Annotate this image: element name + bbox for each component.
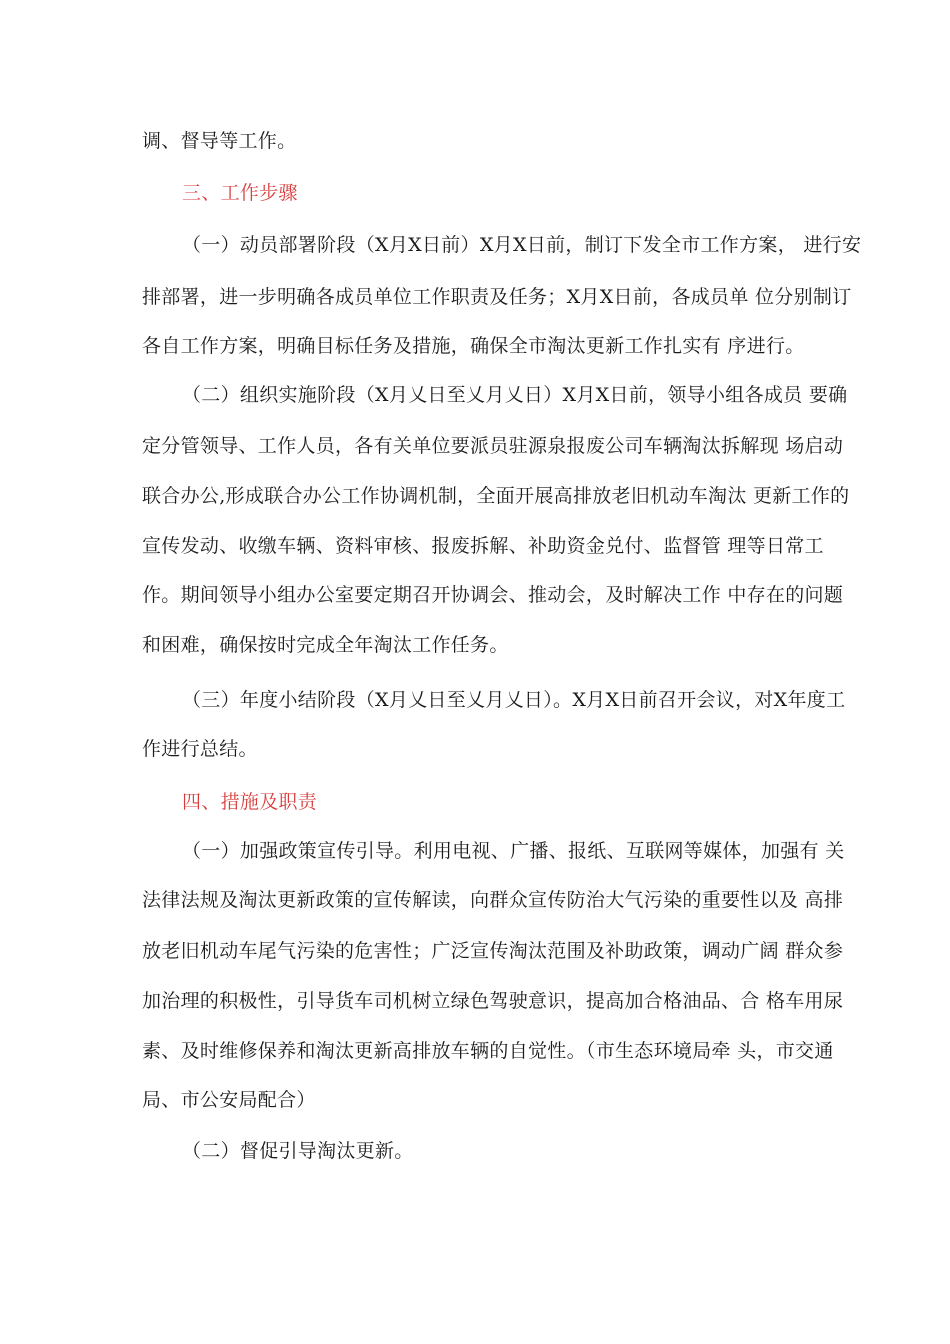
body-text-line: 作进行总结。	[142, 738, 258, 760]
body-text-line: 各自工作方案，明确目标任务及措施，确保全市淘汰更新工作扎实有 序进行。	[142, 335, 805, 357]
body-text-line: 排部署，进一步明确各成员单位工作职责及任务；X月X日前，各成员单 位分别制订	[142, 286, 852, 308]
body-text-line: 和困难，确保按时完成全年淘汰工作任务。	[142, 634, 509, 656]
paragraph-measure-1: （一）加强政策宣传引导。利用电视、广播、报纸、互联网等媒体，加强有 关	[182, 840, 845, 862]
section-heading-measures: 四、措施及职责	[182, 791, 318, 813]
section-heading-steps: 三、工作步骤	[182, 182, 298, 204]
body-text-line: 法律法规及淘汰更新政策的宣传解读，向群众宣传防治大气污染的重要性以及 高排	[142, 889, 844, 911]
body-text-line: 局、市公安局配合）	[142, 1089, 316, 1111]
paragraph-measure-2: （二）督促引导淘汰更新。	[182, 1140, 414, 1162]
paragraph-phase-2: （二）组织实施阶段（X月乂日至乂月乂日）X月X日前，领导小组各成员 要确	[182, 384, 848, 406]
body-text-line: 放老旧机动车尾气污染的危害性；广泛宣传淘汰范围及补助政策，调动广阔 群众参	[142, 940, 844, 962]
body-text-line: 加治理的积极性，引导货车司机树立绿色驾驶意识，提高加合格油品、合 格车用尿	[142, 990, 844, 1012]
body-text-line: 调、督导等工作。	[142, 130, 297, 152]
paragraph-phase-1: （一）动员部署阶段（X月X日前）X月X日前，制订下发全市工作方案， 进行安	[182, 234, 862, 256]
body-text-line: 宣传发动、收缴车辆、资料审核、报废拆解、补助资金兑付、监督管 理等日常工	[142, 535, 824, 557]
body-text-line: 定分管领导、工作人员，各有关单位要派员驻源泉报废公司车辆淘汰拆解现 场启动	[142, 435, 844, 457]
paragraph-phase-3: （三）年度小结阶段（X月乂日至乂月乂日）。X月X日前召开会议，对X年度工	[182, 689, 846, 711]
body-text-line: 素、及时维修保养和淘汰更新高排放车辆的自觉性。（市生态环境局牵 头，市交通	[142, 1040, 834, 1062]
body-text-line: 联合办公,形成联合办公工作协调机制，全面开展高排放老旧机动车淘汰 更新工作的	[142, 485, 850, 507]
body-text-line: 作。期间领导小组办公室要定期召开协调会、推动会，及时解决工作 中存在的问题	[142, 584, 844, 606]
